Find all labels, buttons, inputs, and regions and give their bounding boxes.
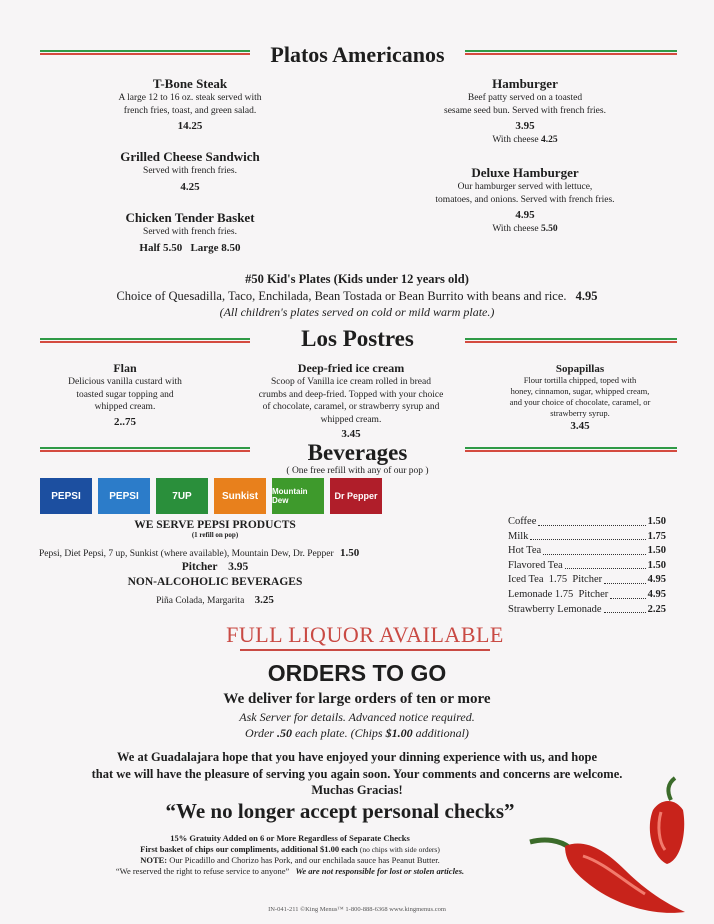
cheese-label: With cheese	[492, 135, 539, 145]
drink-row	[508, 530, 666, 545]
dot-leader	[543, 544, 645, 555]
drink-name: Coffee	[508, 516, 537, 527]
drink-name: Lemonade 1.75 Pitcher	[508, 588, 609, 600]
item-desc: Delicious vanilla custard with	[68, 377, 182, 387]
item-desc: A large 12 to 16 oz. steak served with	[118, 93, 262, 103]
logo-text: 7UP	[172, 490, 192, 502]
drink-price: 1.75	[647, 530, 666, 542]
section-title-americanos: Platos Americanos	[270, 42, 445, 67]
kids-plates-choice	[0, 289, 714, 304]
diet-pepsi-logo	[98, 478, 150, 514]
header-rule-right	[465, 338, 677, 343]
drink-price-list	[508, 515, 666, 617]
dot-leader	[538, 515, 645, 526]
item-price: 3.45	[341, 428, 361, 440]
item-name: Sopapillas	[555, 363, 605, 375]
drink-price: 1.50	[647, 559, 666, 571]
soda-price: 1.50	[340, 547, 360, 559]
item-price: 4.95	[515, 209, 535, 221]
dessert-fried-ice-cream	[238, 361, 464, 440]
item-desc: whipped cream.	[320, 414, 382, 425]
sunkist-logo	[214, 478, 266, 514]
nonalc-items-text: Piña Colada, Margarita	[156, 596, 245, 606]
serve-pepsi-heading: WE SERVE PEPSI PRODUCTS	[134, 519, 296, 531]
gratuity-note: 15% Gratuity Added on 6 or More Regardless of Separate Checks	[170, 833, 410, 843]
chili-peppers-image	[525, 770, 714, 920]
item-name: Hamburger	[492, 76, 558, 91]
menu-item-hamburger	[420, 76, 630, 145]
drink-row	[508, 559, 666, 574]
soda-list	[39, 547, 399, 559]
header-rule-left	[40, 338, 250, 343]
item-name: Deep-fried ice cream	[297, 361, 405, 375]
policy-note	[40, 866, 540, 877]
cheese-price: 4.25	[541, 135, 558, 145]
orders-to-go-title: ORDERS TO GO	[267, 660, 447, 686]
note-text: Our Picadillo and Chorizo has Pork, and our enchilada sauce has Peanut Butter.	[169, 855, 440, 865]
ask-server-text: Ask Server for details. Advanced notice required.	[239, 710, 475, 724]
header-rule-left	[40, 50, 250, 55]
drink-price: 1.50	[647, 516, 666, 527]
item-price: 4.25	[180, 180, 200, 193]
item-desc: Beef patty served on a toasted	[467, 93, 583, 103]
drink-price: 4.95	[647, 574, 666, 586]
closing-line: Muchas Gracias!	[311, 783, 403, 797]
fine-print	[40, 833, 540, 877]
logo-text: PEPSI	[109, 490, 139, 502]
item-desc: toasted sugar topping and	[76, 389, 174, 400]
cheese-option	[420, 135, 630, 145]
dot-leader	[610, 588, 645, 599]
pitcher-price: 3.95	[228, 561, 249, 573]
menu-item-grilled-cheese	[85, 149, 295, 193]
section-title-beverages: Beverages	[307, 440, 408, 465]
order-price-text	[0, 726, 714, 741]
dot-leader	[565, 559, 646, 570]
dot-leader	[604, 573, 646, 584]
item-price: 3.45	[570, 420, 590, 432]
chips-note	[40, 844, 540, 855]
item-price: 14.25	[177, 120, 203, 132]
order-price: .50	[276, 726, 292, 740]
item-desc: Our hamburger served with lettuce,	[457, 182, 593, 192]
section-title-postres: Los Postres	[301, 326, 414, 351]
cheese-option	[415, 224, 635, 234]
header-rule-right	[465, 50, 677, 55]
drink-row	[508, 544, 666, 559]
item-desc: Served with french fries.	[143, 166, 237, 176]
drink-name: Iced Tea 1.75 Pitcher	[508, 574, 603, 586]
item-desc: whipped cream.	[94, 402, 156, 412]
nonalcoholic-heading: NON-ALCOHOLIC BEVERAGES	[127, 576, 303, 588]
drink-row	[508, 588, 666, 603]
refill-note: (1 refill on pop)	[191, 531, 239, 539]
allergen-note	[40, 855, 540, 866]
chili-pepper-small	[650, 778, 684, 864]
header-rule-right	[465, 447, 677, 452]
item-name: Chicken Tender Basket	[125, 210, 255, 225]
closing-line: that we will have the pleasure of serving you again soon. Your comments and concerns are welcome.	[91, 766, 623, 781]
item-desc: crumbs and deep-fried. Topped with your choice	[258, 389, 444, 400]
kids-price: 4.95	[575, 289, 598, 303]
dot-leader	[530, 530, 645, 541]
liquor-underline	[240, 649, 490, 651]
header-rule-left	[40, 447, 250, 452]
basket-note: (no chips with side orders)	[359, 845, 440, 854]
dr-pepper-logo	[330, 478, 382, 514]
order-pre: Order	[245, 726, 274, 740]
logo-text: Dr Pepper	[334, 491, 378, 501]
dessert-sopapillas	[490, 363, 670, 432]
logo-text: PEPSI	[51, 490, 81, 502]
item-price: Half 5.50 Large 8.50	[139, 241, 241, 254]
item-price: 3.95	[515, 120, 535, 132]
item-price: 2..75	[114, 415, 136, 428]
dessert-flan	[50, 361, 200, 428]
7up-logo	[156, 478, 208, 514]
dot-leader	[604, 603, 646, 614]
drink-name: Strawberry Lemonade	[508, 603, 602, 615]
refuse-text: “We reserved the right to refuse service to anyone”	[115, 866, 290, 876]
item-desc: of chocolate, caramel, or strawberry syrup and	[262, 402, 440, 412]
closing-line: We at Guadalajara hope that you have enjoyed your dinning experience with us, and hope	[116, 750, 598, 764]
pepsi-logo	[40, 478, 92, 514]
pitcher-row	[40, 561, 390, 573]
full-liquor-banner: FULL LIQUOR AVAILABLE	[226, 622, 504, 647]
item-name: Grilled Cheese Sandwich	[120, 149, 260, 164]
responsibility-text: We are not responsible for lost or stolen articles.	[295, 866, 465, 876]
no-checks-notice: “We no longer accept personal checks”	[165, 799, 515, 823]
footer-credit: IN-041-211 ©King Menus™ 1-800-888-6368 www.kingmenus.com	[268, 906, 446, 913]
drink-row	[508, 515, 666, 530]
kids-plates-note: (All children's plates served on cold or mild warm plate.)	[219, 305, 495, 319]
order-chips: $1.00	[385, 726, 413, 740]
item-desc: Scoop of Vanilla ice cream rolled in bread	[271, 377, 431, 387]
pitcher-label: Pitcher	[181, 561, 218, 573]
item-desc: french fries, toast, and green salad.	[123, 105, 257, 116]
drink-price: 1.50	[647, 545, 666, 557]
menu-item-tbone	[90, 76, 290, 132]
kids-choice-text: Choice of Quesadilla, Taco, Enchilada, Bean Tostada or Bean Burrito with beans and rice.	[116, 289, 567, 303]
logo-text: Sunkist	[221, 490, 259, 502]
item-desc: Flour tortilla chipped, toped with	[523, 375, 637, 385]
item-desc: and your choice of chocolate, caramel, or	[509, 397, 651, 407]
beverages-subtitle: ( One free refill with any of our pop )	[286, 466, 429, 476]
drink-row	[508, 573, 666, 588]
item-name: T-Bone Steak	[152, 76, 228, 91]
item-desc: sesame seed bun. Served with french fries.	[444, 105, 606, 116]
soda-logos	[40, 478, 382, 514]
note-label: NOTE:	[140, 855, 168, 865]
drink-price: 2.25	[647, 603, 666, 615]
mountain-dew-logo	[272, 478, 324, 514]
item-name: Flan	[113, 361, 137, 375]
deliver-text: We deliver for large orders of ten or more	[223, 691, 491, 707]
drink-name: Flavored Tea	[508, 559, 563, 571]
drink-name: Milk	[508, 530, 529, 542]
soda-list-text: Pepsi, Diet Pepsi, 7 up, Sunkist (where available), Mountain Dew, Dr. Pepper	[39, 549, 334, 559]
cheese-price: 5.50	[541, 224, 558, 234]
item-desc: honey, cinnamon, sugar, whipped cream,	[510, 386, 650, 396]
menu-item-chicken-tender	[90, 210, 290, 254]
order-post: additional)	[415, 726, 469, 740]
item-desc: tomatoes, and onions. Served with french fries.	[435, 194, 615, 205]
drink-row	[508, 603, 666, 618]
item-desc: strawberry syrup.	[550, 408, 610, 418]
nonalcoholic-items	[40, 594, 390, 606]
order-mid: each plate. (Chips	[294, 726, 383, 740]
pepsi-products	[40, 519, 390, 539]
cheese-label: With cheese	[492, 224, 539, 234]
drink-price: 4.95	[647, 588, 666, 600]
drink-name: Hot Tea	[508, 545, 542, 557]
basket-text: First basket of chips our compliments, additional $1.00 each	[140, 844, 358, 854]
kids-plates-title: #50 Kid's Plates (Kids under 12 years old)	[245, 272, 469, 286]
logo-text: Mountain Dew	[272, 487, 308, 505]
item-name: Deluxe Hamburger	[471, 165, 579, 180]
menu-item-deluxe-hamburger	[415, 165, 635, 234]
item-desc: Served with french fries.	[143, 227, 237, 237]
nonalc-price: 3.25	[254, 594, 274, 606]
